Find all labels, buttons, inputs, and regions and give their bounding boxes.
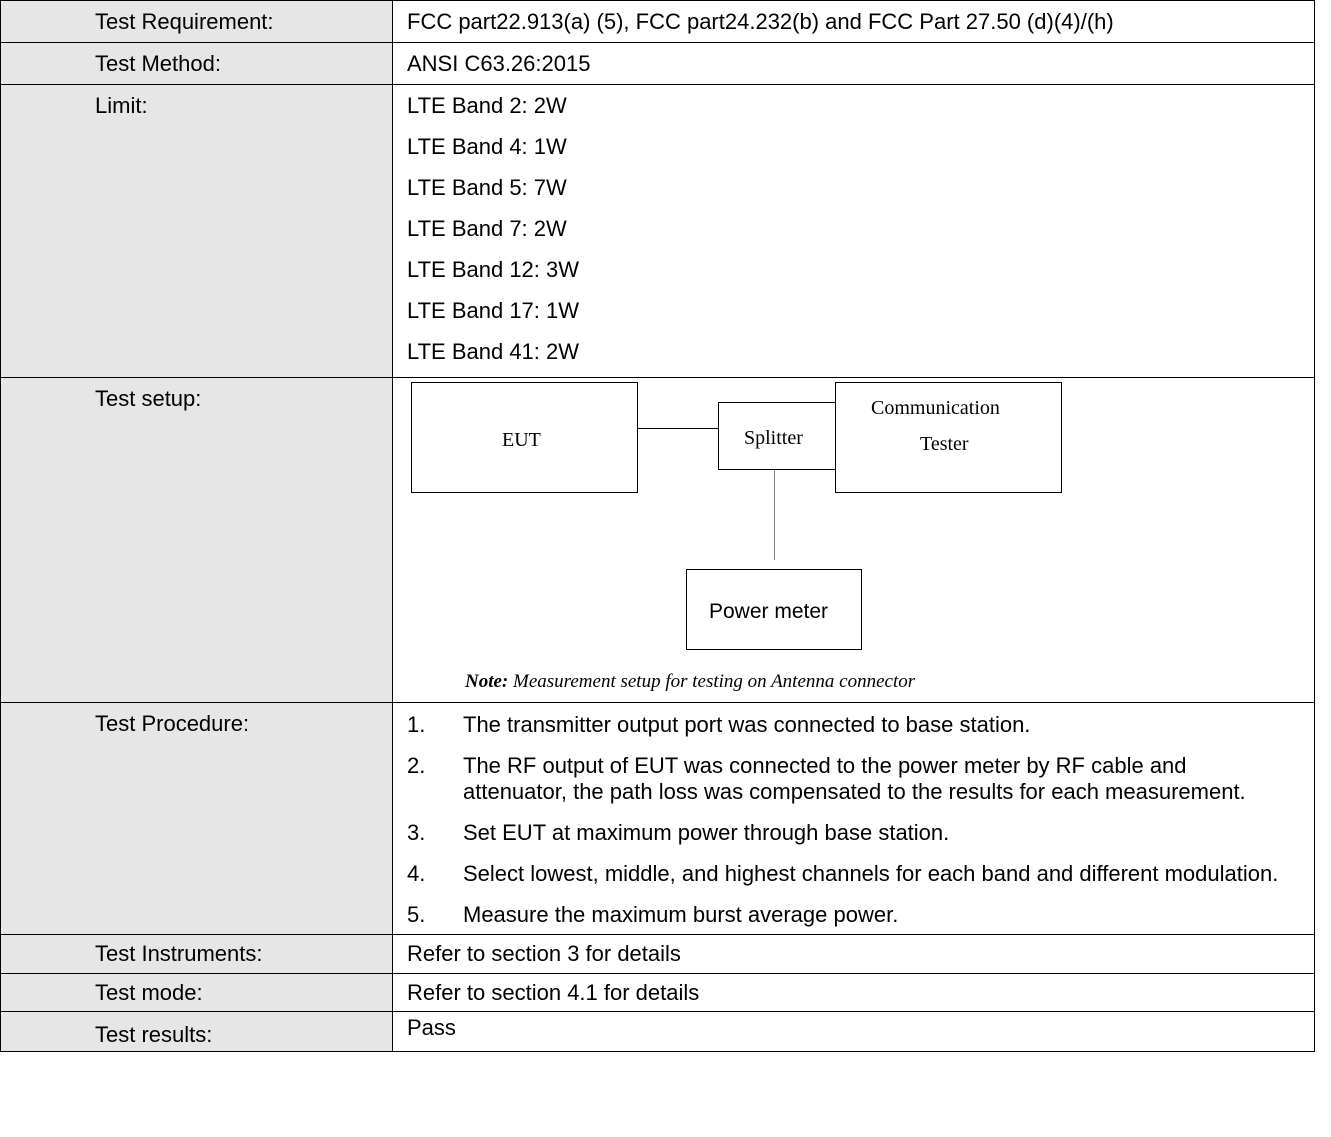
- test-instruments-label: Test Instruments:: [1, 935, 393, 974]
- limit-label: Limit:: [1, 85, 393, 378]
- limit-item: LTE Band 17: 1W: [407, 298, 580, 323]
- row-test-requirement: [1, 1, 1315, 43]
- setup-note: [465, 669, 915, 695]
- test-setup-value: [393, 378, 1315, 703]
- test-method-label: Test Method:: [1, 43, 393, 85]
- step-text: The RF output of EUT was connected to the power meter by RF cable and attenuator, the path loss was compensated to the results for each measurement.: [463, 753, 1246, 804]
- row-test-method: [1, 43, 1315, 85]
- test-results-value: [393, 1012, 1315, 1052]
- row-limit: [1, 85, 1315, 378]
- splitter-powermeter-wire: [774, 470, 775, 560]
- step-number: 5.: [407, 902, 426, 927]
- test-method-value: [393, 43, 1315, 85]
- limit-item: LTE Band 41: 2W: [407, 339, 580, 364]
- test-mode-value: [393, 974, 1315, 1012]
- limit-item: LTE Band 5: 7W: [407, 175, 567, 200]
- limit-value: [393, 85, 1315, 378]
- setup-note-text: Measurement setup for testing on Antenna connector: [508, 671, 916, 692]
- test-setup-label: Test setup:: [1, 378, 393, 703]
- row-test-instruments: [1, 935, 1315, 974]
- step-number: 3.: [407, 820, 426, 845]
- test-requirement-text: FCC part22.913(a) (5), FCC part24.232(b) and FCC Part 27.50 (d)(4)/(h): [407, 9, 1114, 34]
- communication-tester-box: [835, 382, 1062, 493]
- procedure-step: [407, 753, 1314, 805]
- power-meter-box: [686, 569, 862, 650]
- row-test-results: [1, 1012, 1315, 1052]
- procedure-step: [407, 712, 1314, 738]
- row-test-mode: [1, 974, 1315, 1012]
- procedure-step: [407, 861, 1314, 887]
- power-meter-label: Power meter: [709, 600, 829, 623]
- eut-box: [411, 382, 638, 493]
- test-results-text: Pass: [407, 1015, 456, 1040]
- procedure-step: [407, 902, 1314, 928]
- eut-label: EUT: [502, 429, 541, 451]
- limit-item: LTE Band 2: 2W: [407, 93, 567, 118]
- test-instruments-text: Refer to section 3 for details: [407, 941, 681, 966]
- step-text: Measure the maximum burst average power.: [463, 902, 899, 927]
- test-mode-text: Refer to section 4.1 for details: [407, 980, 700, 1005]
- step-text: Set EUT at maximum power through base station.: [463, 820, 950, 845]
- splitter-label: Splitter: [744, 427, 803, 449]
- step-text: The transmitter output port was connected to base station.: [463, 712, 1031, 737]
- row-test-procedure: [1, 703, 1315, 935]
- test-requirement-value: [393, 1, 1315, 43]
- step-text: Select lowest, middle, and highest channels for each band and different modulation.: [463, 861, 1279, 886]
- step-number: 4.: [407, 861, 426, 886]
- row-test-setup: [1, 378, 1315, 703]
- setup-note-prefix: Note:: [465, 671, 509, 692]
- communication-tester-label-line2: Tester: [920, 433, 969, 455]
- eut-splitter-wire: [638, 428, 718, 429]
- procedure-list: [407, 712, 1314, 928]
- test-method-text: ANSI C63.26:2015: [407, 51, 591, 76]
- step-number: 2.: [407, 753, 426, 778]
- test-requirement-label: Test Requirement:: [1, 1, 393, 43]
- limit-item: LTE Band 7: 2W: [407, 216, 567, 241]
- test-instruments-value: [393, 935, 1315, 974]
- procedure-step: [407, 820, 1314, 846]
- communication-tester-label-line1: Communication: [871, 397, 1000, 419]
- test-mode-label: Test mode:: [1, 974, 393, 1012]
- setup-diagram: [393, 378, 1314, 702]
- limit-item: LTE Band 12: 3W: [407, 257, 580, 282]
- test-procedure-label: Test Procedure:: [1, 703, 393, 935]
- test-procedure-value: [393, 703, 1315, 935]
- test-results-label: Test results:: [1, 1012, 393, 1052]
- limit-item: LTE Band 4: 1W: [407, 134, 567, 159]
- step-number: 1.: [407, 712, 426, 737]
- splitter-box: [718, 402, 836, 470]
